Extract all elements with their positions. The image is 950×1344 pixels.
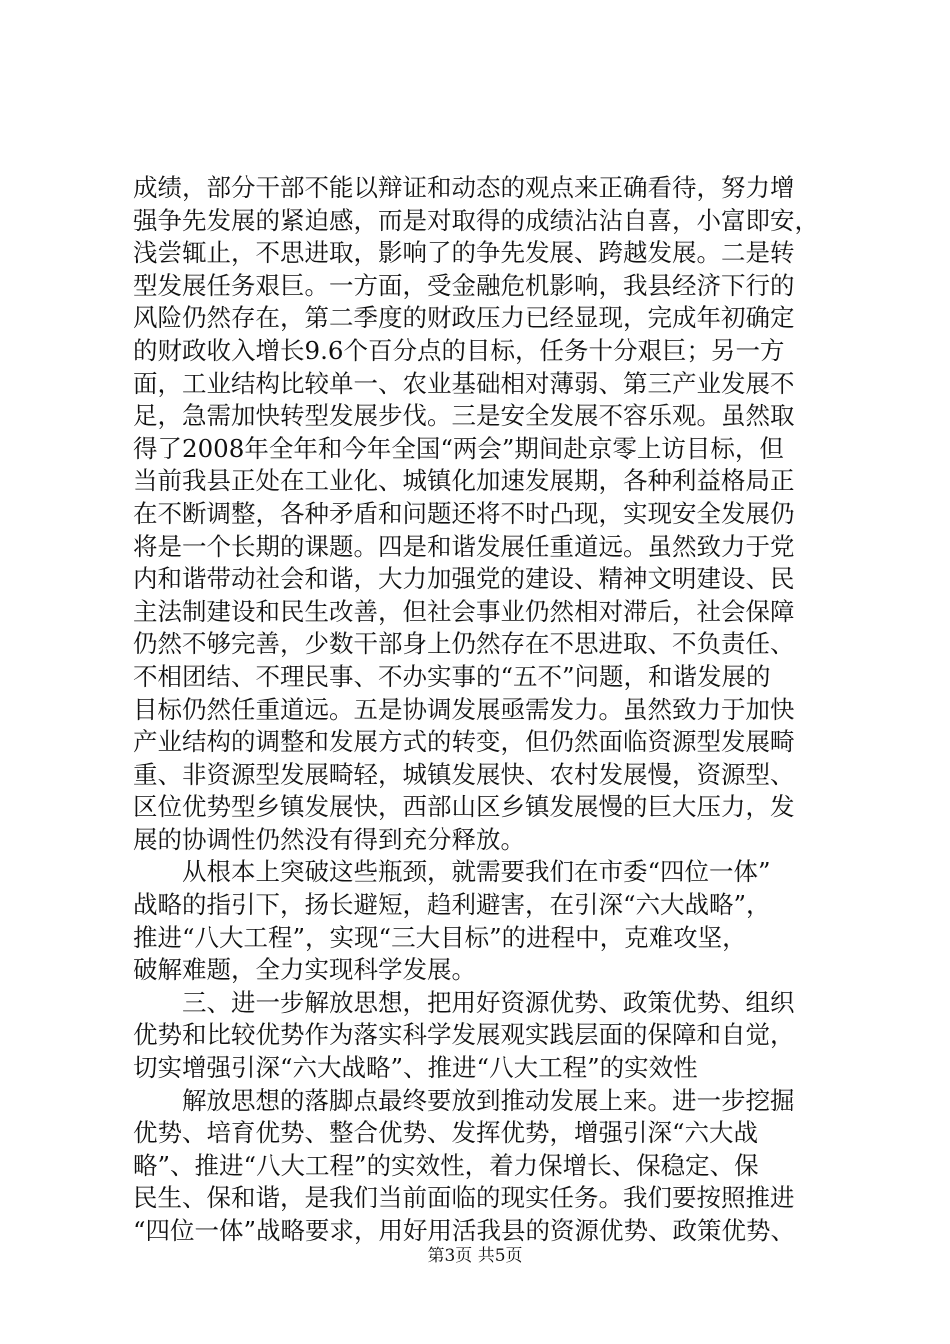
- text-line: 重、非资源型发展畸轻，城镇发展快、农村发展慢，资源型、: [133, 759, 795, 789]
- text-line: 仍然不够完善，少数干部身上仍然存在不思进取、不负责任、: [133, 629, 795, 659]
- text-line: 的财政收入增长9.6个百分点的目标，任务十分艰巨；另一方: [133, 335, 785, 365]
- page-footer: 第3页 共5页: [427, 1246, 523, 1266]
- text-line: 足，急需加快转型发展步伐。三是安全发展不容乐观。虽然取: [133, 401, 795, 431]
- text-line: 目标仍然任重道远。五是协调发展亟需发力。虽然致力于加快: [133, 694, 795, 724]
- text-line: 破解难题，全力实现科学发展。: [133, 955, 476, 985]
- text-line: 优势、培育优势、整合优势、发挥优势，增强引深“六大战: [133, 1118, 759, 1148]
- text-line: 民生、保和谐，是我们当前面临的现实任务。我们要按照推进: [133, 1183, 795, 1213]
- text-line: 展的协调性仍然没有得到充分释放。: [133, 824, 525, 854]
- body-text: [133, 172, 853, 1248]
- text-line: 略”、推进“八大工程”的实效性，着力保增长、保稳定、保: [133, 1150, 759, 1180]
- text-line: 战略的指引下，扬长避短，趋利避害，在引深“六大战略”，: [133, 890, 771, 920]
- text-line: 三、进一步解放思想，把用好资源优势、政策优势、组织: [133, 987, 795, 1017]
- text-line: 切实增强引深“六大战略”、推进“八大工程”的实效性: [133, 1053, 698, 1083]
- text-line: 区位优势型乡镇发展快，西部山区乡镇发展慢的巨大压力，发: [133, 792, 795, 822]
- text-line: 从根本上突破这些瓶颈，就需要我们在市委“四位一体”: [133, 857, 771, 887]
- text-line: 主法制建设和民生改善，但社会事业仍然相对滞后，社会保障: [133, 596, 795, 626]
- text-line: “四位一体”战略要求，用好用活我县的资源优势、政策优势、: [133, 1216, 796, 1245]
- text-line: 优势和比较优势作为落实科学发展观实践层面的保障和自觉，: [133, 1020, 795, 1050]
- text-line: 将是一个长期的课题。四是和谐发展任重道远。虽然致力于党: [133, 531, 795, 561]
- text-line: 推进“八大工程”，实现“三大目标”的进程中，克难攻坚，: [133, 922, 747, 952]
- text-line: 不相团结、不理民事、不办实事的“五不”问题，和谐发展的: [133, 661, 771, 691]
- text-line: 强争先发展的紧迫感，而是对取得的成绩沾沾自喜，小富即安，: [133, 205, 819, 235]
- text-line: 浅尝辄止，不思进取，影响了的争先发展、跨越发展。二是转: [133, 238, 795, 268]
- text-line: 当前我县正处在工业化、城镇化加速发展期，各种利益格局正: [133, 466, 795, 496]
- text-line: 成绩，部分干部不能以辩证和动态的观点来正确看待，努力增: [133, 173, 795, 202]
- text-line: 产业结构的调整和发展方式的转变，但仍然面临资源型发展畸: [133, 727, 795, 757]
- text-line: 内和谐带动社会和谐，大力加强党的建设、精神文明建设、民: [133, 564, 795, 594]
- text-line: 型发展任务艰巨。一方面，受金融危机影响，我县经济下行的: [133, 270, 795, 300]
- text-line: 风险仍然存在，第二季度的财政压力已经显现，完成年初确定: [133, 303, 795, 333]
- text-line: 解放思想的落脚点最终要放到推动发展上来。进一步挖掘: [133, 1085, 795, 1115]
- text-line: 在不断调整，各种矛盾和问题还将不时凸现，实现安全发展仍: [133, 498, 795, 528]
- text-line: 面，工业结构比较单一、农业基础相对薄弱、第三产业发展不: [133, 368, 795, 398]
- text-line: 得了2008年全年和今年全国“两会”期间赴京零上访目标，但: [133, 433, 784, 463]
